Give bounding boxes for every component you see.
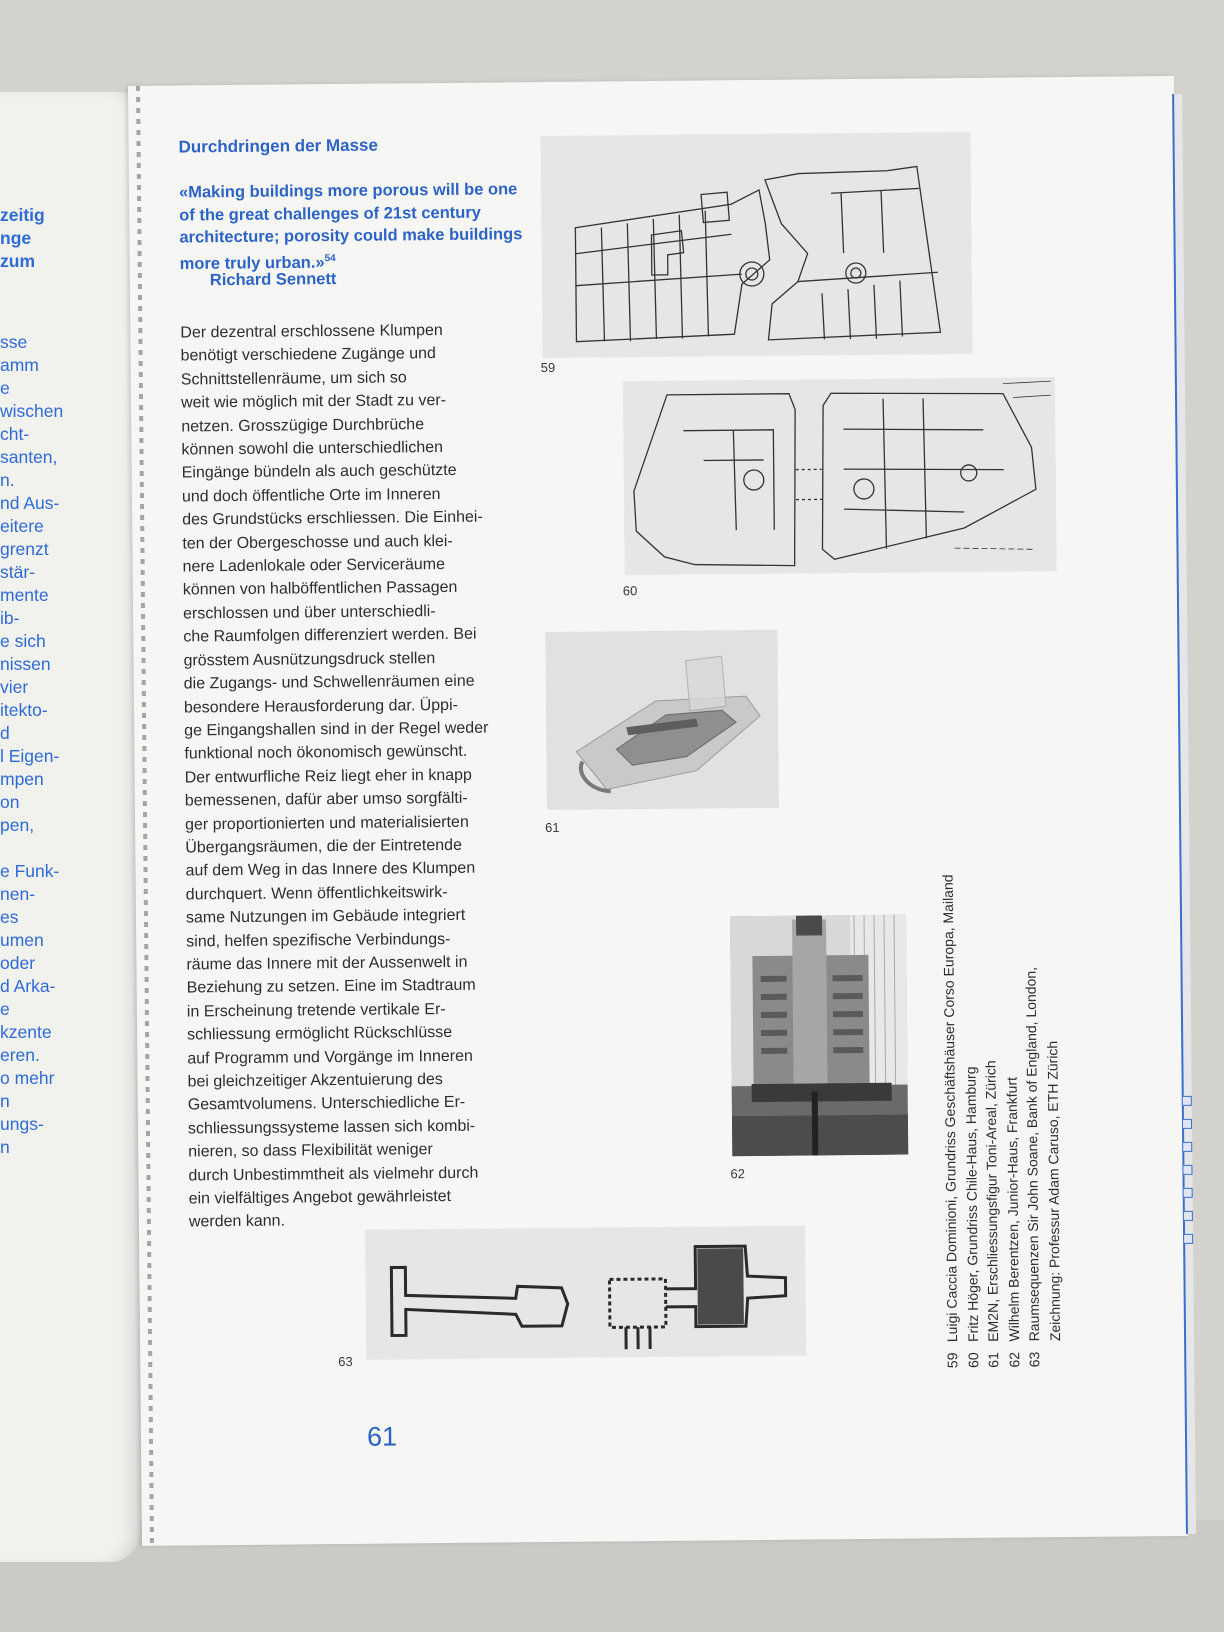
left-page-text-column — [0, 204, 140, 1159]
caption-number: 59 — [944, 1352, 961, 1369]
caption-number: 62 — [1005, 1351, 1023, 1368]
body-line: nere Ladenlokale oder Serviceräume — [182, 556, 446, 576]
body-line: und doch öffentliche Orte im Inneren — [181, 485, 441, 506]
body-line: schliessungssysteme lassen sich kombi- — [187, 1117, 476, 1138]
left-body-line: mpen — [0, 769, 44, 789]
body-line: auf dem Weg in das Innere des Klumpen — [185, 860, 476, 880]
body-line: ein vielfältiges Angebot gewährleistet — [188, 1187, 452, 1208]
left-body-line: amm — [0, 355, 39, 375]
figure-60-number: 60 — [622, 583, 638, 599]
left-body-line: vier — [0, 677, 29, 697]
caption-number: 60 — [964, 1352, 981, 1369]
quote-text: «Making buildings more porous will be one of the great challenges of 21st century architecture; porosity could make buildings more truly urban.» — [178, 180, 523, 273]
right-page — [128, 76, 1188, 1546]
left-body-line: eren. — [0, 1045, 40, 1065]
body-line: same Nutzungen im Gebäude integriert — [185, 906, 466, 927]
body-line: netzen. Grosszügige Durchbrüche — [181, 415, 425, 436]
edge-mark — [1183, 1211, 1193, 1221]
left-body-line: eitere — [0, 516, 44, 536]
figure-63-number: 63 — [338, 1353, 353, 1370]
left-body-line: e — [0, 999, 10, 1019]
body-line: Beziehung zu setzen. Eine im Stadtraum — [186, 977, 476, 997]
body-line: können sowohl die unterschiedlichen — [181, 439, 444, 459]
body-line: können von halböffentlichen Passagen — [182, 579, 458, 599]
body-line: Eingänge bündeln als auch geschützte — [181, 462, 457, 482]
caption-line — [1041, 873, 1066, 1367]
figure-59-floor-plan — [540, 132, 972, 358]
left-page-heading — [0, 204, 140, 273]
building-photo — [730, 915, 908, 1157]
body-line: erschlossen und über unterschiedli- — [182, 602, 436, 623]
edge-mark — [1183, 1188, 1193, 1198]
caption-text: Zeichnung: Professur Adam Caruso, ETH Zürich — [1044, 1040, 1064, 1342]
left-body-line: wischen — [0, 401, 64, 421]
body-line: auf Programm und Vorgänge im Inneren — [187, 1047, 473, 1068]
quote-footnote: 54 — [324, 252, 336, 264]
quote — [179, 178, 530, 275]
floor-plan-drawing — [623, 377, 1057, 575]
figure-61-number: 61 — [545, 819, 560, 836]
edge-mark — [1182, 1165, 1192, 1175]
left-body-line: l Eigen- — [0, 746, 60, 766]
left-body-line: o mehr — [0, 1068, 55, 1088]
left-heading-line: nge — [0, 228, 32, 248]
left-body-line: ib- — [0, 608, 20, 628]
body-line: bei gleichzeitiger Akzentuierung des — [187, 1071, 443, 1091]
body-line: des Grundstücks erschliessen. Die Einhei- — [182, 508, 483, 529]
left-body-line: n — [0, 1091, 10, 1111]
body-line: sind, helfen spezifische Verbindungs- — [186, 930, 451, 951]
left-body-line: e — [0, 378, 10, 398]
caption-number: 63 — [1026, 1351, 1043, 1368]
left-body-line: e sich — [0, 631, 46, 651]
body-line: Schnittstellenräume, um sich so — [180, 369, 407, 389]
left-heading-line: zum — [0, 251, 35, 271]
figure-62-photo — [730, 915, 908, 1157]
left-body-line: nd Aus- — [0, 493, 60, 513]
page-edge — [1172, 94, 1196, 1534]
edge-mark — [1182, 1096, 1192, 1106]
body-line: Der entwurfliche Reiz liegt eher in knapp — [184, 766, 472, 787]
figure-captions — [938, 873, 1066, 1368]
left-body-line: stär- — [0, 562, 35, 582]
body-line: durchquert. Wenn öffentlichkeitswirk- — [185, 883, 448, 904]
caption-number: 61 — [985, 1352, 1002, 1368]
left-body-line: mente — [0, 585, 49, 605]
figure-62-number: 62 — [730, 1166, 746, 1182]
body-line: nieren, so dass Flexibilität weniger — [188, 1141, 433, 1161]
left-heading-line: zeitig — [0, 205, 45, 225]
left-body-line: grenzt — [0, 539, 49, 559]
body-line: räume das Innere mit der Aussenwelt in — [186, 953, 468, 974]
edge-mark — [1182, 1119, 1192, 1129]
body-line: in Erscheinung tretende vertikale Er- — [186, 1000, 446, 1021]
body-line: bemessenen, dafür aber umso sorgfälti- — [184, 789, 468, 810]
left-body-line: sse — [0, 332, 28, 352]
quote-author: Richard Sennett — [209, 270, 337, 290]
left-body-line: pen, — [0, 815, 35, 835]
left-body-line: itekto- — [0, 700, 48, 720]
left-body-line: e Funk- — [0, 861, 60, 881]
edge-mark — [1183, 1234, 1193, 1244]
caption-text: EM2N, Erschliessungsfigur Toni-Areal, Zürich — [982, 1060, 1002, 1342]
caption-text: Fritz Höger, Grundriss Chile-Haus, Hamburg — [962, 1066, 981, 1343]
body-line: ge Eingangshallen sind in der Regel weder — [184, 719, 489, 740]
figure-63-plan — [365, 1226, 806, 1360]
left-body-line: santen, — [0, 447, 58, 467]
plan-drawing — [365, 1226, 806, 1360]
edge-marks — [1182, 1096, 1194, 1257]
left-page-body — [0, 331, 140, 1159]
body-line: benötigt verschiedene Zugänge und — [180, 345, 436, 365]
left-body-line: on — [0, 792, 20, 812]
body-line: Übergangsräumen, die der Eintretende — [185, 836, 463, 857]
left-body-line: d Arka- — [0, 976, 56, 996]
body-line: funktional noch ökonomisch gewünscht. — [184, 743, 468, 763]
body-line: Der dezentral erschlossene Klumpen — [180, 321, 443, 342]
body-line: Gesamtvolumens. Unterschiedliche Er- — [187, 1094, 466, 1114]
body-line: schliessung ermöglicht Rückschlüsse — [187, 1024, 453, 1044]
body-line: besondere Herausforderung dar. Üppi- — [183, 696, 458, 716]
body-line: durch Unbestimmtheit als vielmehr durch — [188, 1164, 479, 1185]
left-body-line: n — [0, 1137, 10, 1157]
left-body-line: cht- — [0, 424, 30, 444]
figure-60-floor-plan — [623, 377, 1057, 575]
left-body-line: kzente — [0, 1022, 52, 1042]
left-body-line: oder — [0, 953, 36, 973]
body-line: ten der Obergeschosse und auch klei- — [182, 532, 453, 553]
caption-text: Luigi Caccia Dominioni, Grundriss Geschäftshäuser Corso Europa, Mailand — [939, 874, 961, 1343]
left-body-line: ungs- — [0, 1114, 44, 1134]
left-body-line — [0, 837, 140, 860]
caption-text: Raumsequenzen Sir John Soane, Bank of England, London, — [1022, 966, 1043, 1342]
left-body-line: es — [0, 907, 19, 927]
model-rendering — [545, 630, 779, 810]
left-body-line: d — [0, 723, 10, 743]
body-line: weit wie möglich mit der Stadt zu ver- — [180, 392, 447, 412]
body-line: grösstem Ausnützungsdruck stellen — [183, 649, 436, 670]
body-line: werden kann. — [188, 1212, 286, 1231]
edge-mark — [1182, 1142, 1192, 1152]
caption-text: Wilhelm Berentzen, Junior-Haus, Frankfurt — [1003, 1076, 1022, 1342]
body-line: ger proportionierten und materialisierten — [185, 813, 469, 834]
body-line: die Zugangs- und Schwellenräumen eine — [183, 672, 475, 693]
section-heading: Durchdringen der Masse — [178, 135, 378, 157]
left-body-line: umen — [0, 930, 44, 950]
figure-61-3d-model — [545, 630, 779, 810]
body-text — [180, 318, 549, 1234]
left-body-line: nen- — [0, 884, 36, 904]
body-line: che Raumfolgen differenziert werden. Bei — [183, 625, 477, 646]
left-body-line: n. — [0, 470, 15, 490]
page-number: 61 — [366, 1421, 398, 1452]
floor-plan-drawing — [540, 132, 972, 358]
figure-59-number: 59 — [540, 359, 556, 376]
left-body-line: nissen — [0, 654, 51, 674]
left-page — [0, 92, 140, 1562]
